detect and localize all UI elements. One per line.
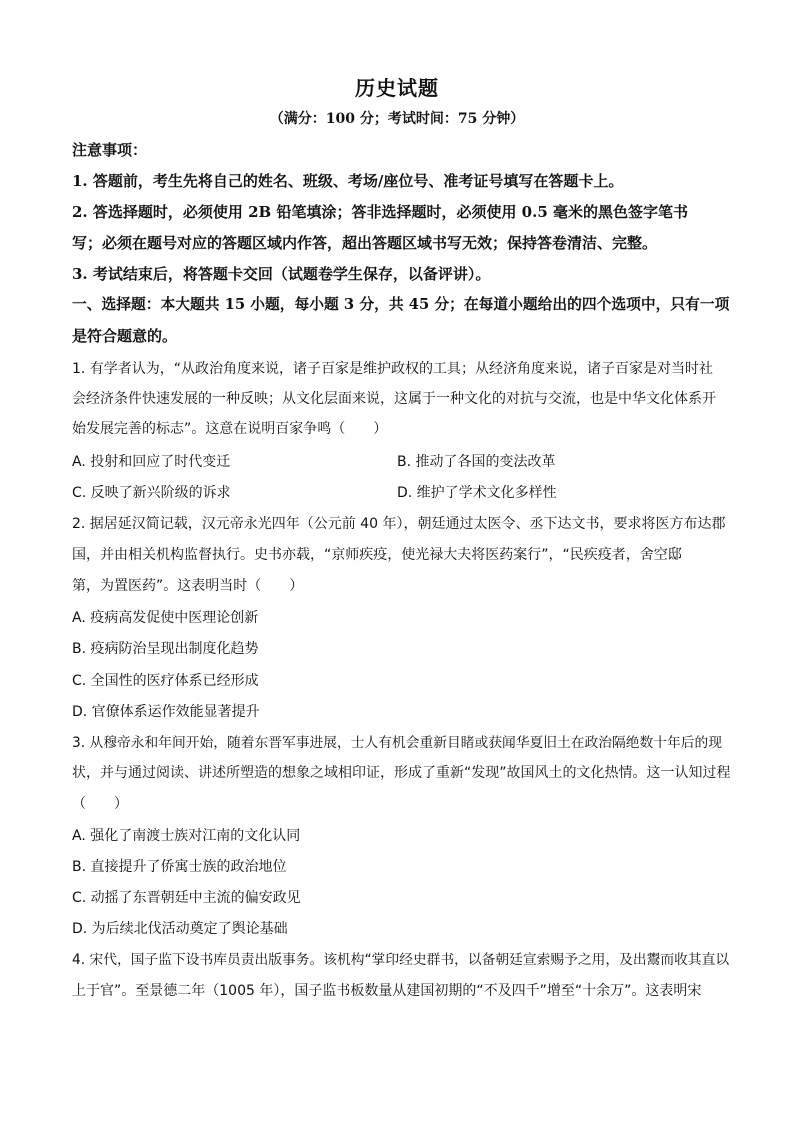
question-1-option-d: D. 维护了学术文化多样性 bbox=[397, 485, 557, 501]
question-2-stem-line-3: 第，为置医药”。这表明当时（ ） bbox=[72, 578, 304, 594]
section-heading-line-1: 一、选择题：本大题共 15 小题，每小题 3 分，共 45 分；在每道小题给出的四个选项中，只有一项 bbox=[72, 296, 730, 313]
question-3-option-b: B. 直接提升了侨寓士族的政治地位 bbox=[72, 859, 287, 875]
question-3-option-d: D. 为后续北伐活动奠定了舆论基础 bbox=[72, 921, 288, 937]
question-3-option-a: A. 强化了南渡士族对江南的文化认同 bbox=[72, 828, 301, 844]
exam-info-subtitle: （满分：100 分；考试时间：75 分钟） bbox=[269, 111, 525, 127]
question-2-stem-line-2: 国，并由相关机构监督执行。史书亦载，“京师疾疫，使光禄大夫将医药案行”，“民疾疫者，舍空邸 bbox=[72, 547, 682, 563]
question-3-stem-line-2: 状，并与通过阅读、讲述所塑造的想象之域相印证，形成了重新“发现”故国风土的文化热情。这一认知过程 bbox=[72, 765, 731, 781]
notes-item-3: 3. 考试结束后，将答题卡交回（试题卷学生保存，以备评讲）。 bbox=[72, 265, 491, 283]
section-heading-line-2: 是符合题意的。 bbox=[72, 327, 178, 345]
notes-item-2-line-1: 2. 答选择题时，必须使用 2B 铅笔填涂；答非选择题时，必须使用 0.5 毫米的黑色签字笔书 bbox=[72, 203, 688, 221]
notes-item-2-line-2: 写；必须在题号对应的答题区域内作答，超出答题区域书写无效；保持答卷清洁、完整。 bbox=[72, 234, 658, 252]
notes-heading: 注意事项： bbox=[72, 141, 148, 159]
question-4-stem-line-1: 4. 宋代，国子监下设书库员责出版事务。该机构“掌印经史群书，以备朝廷宣索赐予之用，及出鬻而收其直以 bbox=[72, 952, 730, 968]
question-1-stem-line-3: 始发展完善的标志”。这意在说明百家争鸣（ ） bbox=[72, 421, 388, 437]
question-2-stem-line-1: 2. 据居延汉简记载，汉元帝永光四年（公元前 40 年），朝廷通过太医令、丞下达文书，要求将医方布达郡 bbox=[72, 516, 726, 532]
question-2-option-b: B. 疫病防治呈现出制度化趋势 bbox=[72, 641, 259, 657]
question-3-stem-line-1: 3. 从穆帝永和年间开始，随着东晋军事进展，士人有机会重新目睹或获闻华夏旧土在政治隔绝数十年后的现 bbox=[72, 735, 722, 751]
page-title: 历史试题 bbox=[355, 76, 439, 100]
question-3-option-c: C. 动摇了东晋朝廷中主流的偏安政见 bbox=[72, 890, 301, 906]
question-1-stem-line-1: 1. 有学者认为，“从政治角度来说，诸子百家是维护政权的工具；从经济角度来说，诸子百家是对当时社 bbox=[72, 361, 714, 377]
question-1-option-c: C. 反映了新兴阶级的诉求 bbox=[72, 485, 231, 501]
question-4-stem-line-2: 上于官”。至景德二年（1005 年），国子监书板数量从建国初期的“不及四千”增至“十余万”。这表明宋 bbox=[72, 983, 702, 999]
question-1-option-b: B. 推动了各国的变法改革 bbox=[397, 454, 556, 470]
question-2-option-a: A. 疫病高发促使中医理论创新 bbox=[72, 610, 259, 626]
question-2-option-d: D. 官僚体系运作效能显著提升 bbox=[72, 704, 260, 720]
question-3-stem-line-3: （ ） bbox=[72, 796, 128, 812]
question-1-stem-line-2: 会经济条件快速发展的一种反映；从文化层面来说，这属于一种文化的对抗与交流，也是中华文化体系开 bbox=[72, 391, 716, 407]
notes-item-1: 1. 答题前，考生先将自己的姓名、班级、考场/座位号、准考证号填写在答题卡上。 bbox=[72, 172, 624, 190]
question-2-option-c: C. 全国性的医疗体系已经形成 bbox=[72, 673, 259, 689]
question-1-option-a: A. 投射和回应了时代变迁 bbox=[72, 454, 231, 470]
